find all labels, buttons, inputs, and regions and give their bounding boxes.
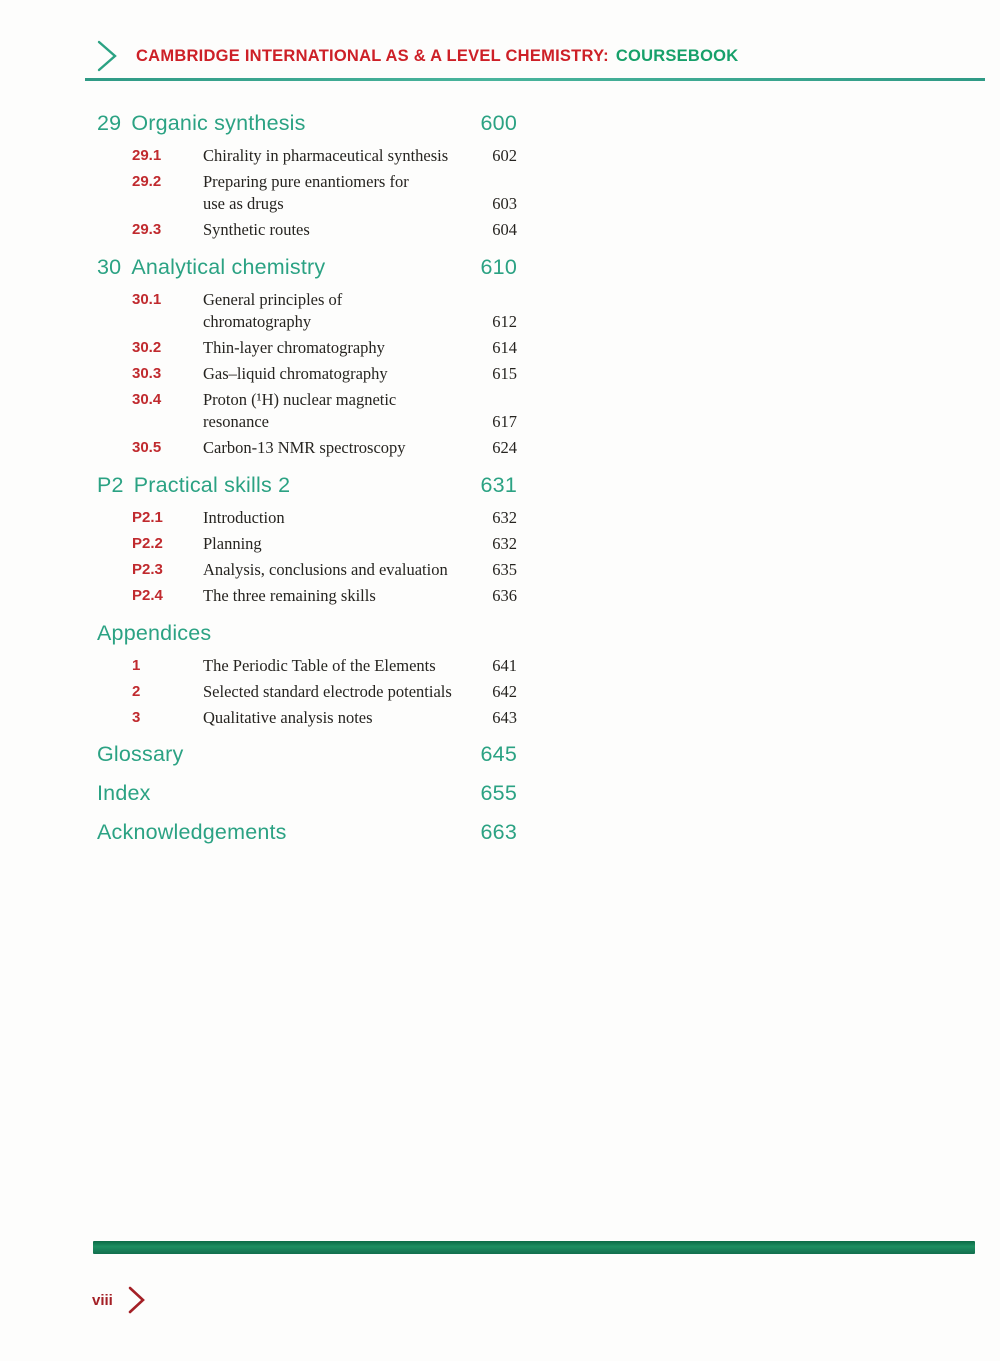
section-title: Carbon-13 NMR spectroscopy — [203, 438, 406, 457]
entry-title: Acknowledgements — [97, 820, 287, 844]
section-number: 3 — [132, 709, 141, 726]
section-number: P2.2 — [132, 535, 163, 552]
section-page-number: 624 — [492, 438, 517, 457]
running-head — [95, 40, 738, 72]
section-number: P2.3 — [132, 561, 163, 578]
chapter-title: Practical skills 2 — [133, 473, 291, 497]
toc-chapter-heading — [97, 254, 517, 281]
toc-section-row — [132, 533, 517, 555]
entry-page-number: 645 — [480, 742, 517, 766]
section-page-number: 604 — [492, 220, 517, 239]
section-number: 29.3 — [132, 221, 162, 238]
section-page-number: 612 — [492, 312, 517, 331]
section-page-number: 603 — [492, 194, 517, 213]
running-head-title-red: CAMBRIDGE INTERNATIONAL AS & A LEVEL CHEMISTRY: — [136, 46, 609, 65]
toc-section-row — [132, 437, 517, 459]
section-page-number: 635 — [492, 560, 517, 579]
section-title: Proton (¹H) nuclear magnetic resonance — [203, 390, 397, 431]
toc-section-row — [132, 171, 517, 215]
chapter-title: Appendices — [97, 621, 212, 645]
section-title: Qualitative analysis notes — [203, 708, 373, 727]
section-page-number: 641 — [492, 656, 517, 675]
running-head-title — [136, 47, 738, 66]
section-number: 1 — [132, 657, 141, 674]
running-head-title-green: COURSEBOOK — [615, 46, 739, 65]
section-page-number: 642 — [492, 682, 517, 701]
section-page-number: 643 — [492, 708, 517, 727]
chapter-number: 30 — [97, 255, 122, 279]
entry-title: Index — [97, 781, 151, 805]
section-number: 30.4 — [132, 391, 162, 408]
section-number: 30.2 — [132, 339, 162, 356]
section-number: 30.1 — [132, 291, 162, 308]
section-number: 29.2 — [132, 173, 162, 190]
chapter-page-number: 631 — [480, 473, 517, 497]
section-page-number: 617 — [492, 412, 517, 431]
toc-chapter-heading — [97, 110, 517, 137]
page-footer — [92, 1286, 146, 1314]
page-number: viii — [92, 1291, 113, 1309]
toc-section-row — [132, 507, 517, 529]
section-title: Selected standard electrode potentials — [203, 682, 452, 701]
section-page-number: 632 — [492, 534, 517, 553]
section-number: P2.1 — [132, 509, 163, 526]
section-title: General principles of chromatography — [203, 290, 343, 331]
section-page-number: 636 — [492, 586, 517, 605]
section-title: Synthetic routes — [203, 220, 310, 239]
chapter-title: Organic synthesis — [131, 111, 306, 135]
toc-chapter — [97, 254, 517, 459]
toc-section-row — [132, 389, 517, 433]
section-page-number: 632 — [492, 508, 517, 527]
toc-entry — [97, 780, 517, 807]
entry-page-number: 655 — [480, 781, 517, 805]
section-title: The Periodic Table of the Elements — [203, 656, 436, 675]
toc-section-row — [132, 707, 517, 729]
chapter-title: Analytical chemistry — [131, 255, 326, 279]
section-title: Introduction — [203, 508, 285, 527]
section-title: Thin-layer chromatography — [203, 338, 385, 357]
toc-section-row — [132, 337, 517, 359]
chevron-right-icon — [95, 40, 119, 72]
table-of-contents — [97, 110, 517, 846]
chapter-number: P2 — [97, 473, 124, 497]
chapter-page-number: 600 — [480, 111, 517, 135]
toc-section-row — [132, 289, 517, 333]
toc-entry — [97, 819, 517, 846]
toc-section-row — [132, 559, 517, 581]
toc-section-row — [132, 655, 517, 677]
section-title: Gas–liquid chromatography — [203, 364, 388, 383]
toc-chapter — [97, 472, 517, 607]
section-title: Chirality in pharmaceutical synthesis — [203, 146, 449, 165]
toc-section-row — [132, 363, 517, 385]
toc-chapter — [97, 620, 517, 729]
toc-section-row — [132, 145, 517, 167]
entry-page-number: 663 — [480, 820, 517, 844]
header-rule — [85, 78, 985, 81]
section-page-number: 602 — [492, 146, 517, 165]
section-number: 30.5 — [132, 439, 162, 456]
toc-section-row — [132, 219, 517, 241]
section-number: 2 — [132, 683, 141, 700]
toc-chapter-heading — [97, 472, 517, 499]
toc-section-row — [132, 681, 517, 703]
toc-chapter — [97, 110, 517, 241]
section-title: The three remaining skills — [203, 586, 376, 605]
chapter-page-number: 610 — [480, 255, 517, 279]
section-number: P2.4 — [132, 587, 163, 604]
entry-title: Glossary — [97, 742, 184, 766]
section-title: Preparing pure enantiomers for use as drugs — [203, 172, 409, 213]
section-page-number: 615 — [492, 364, 517, 383]
chevron-right-icon — [128, 1286, 146, 1314]
chapter-number: 29 — [97, 111, 122, 135]
section-title: Analysis, conclusions and evaluation — [203, 560, 448, 579]
section-number: 29.1 — [132, 147, 162, 164]
section-number: 30.3 — [132, 365, 162, 382]
footer-bar — [93, 1241, 975, 1254]
section-title: Planning — [203, 534, 262, 553]
section-page-number: 614 — [492, 338, 517, 357]
toc-appendices-heading — [97, 620, 517, 647]
toc-section-row — [132, 585, 517, 607]
toc-entry — [97, 741, 517, 768]
